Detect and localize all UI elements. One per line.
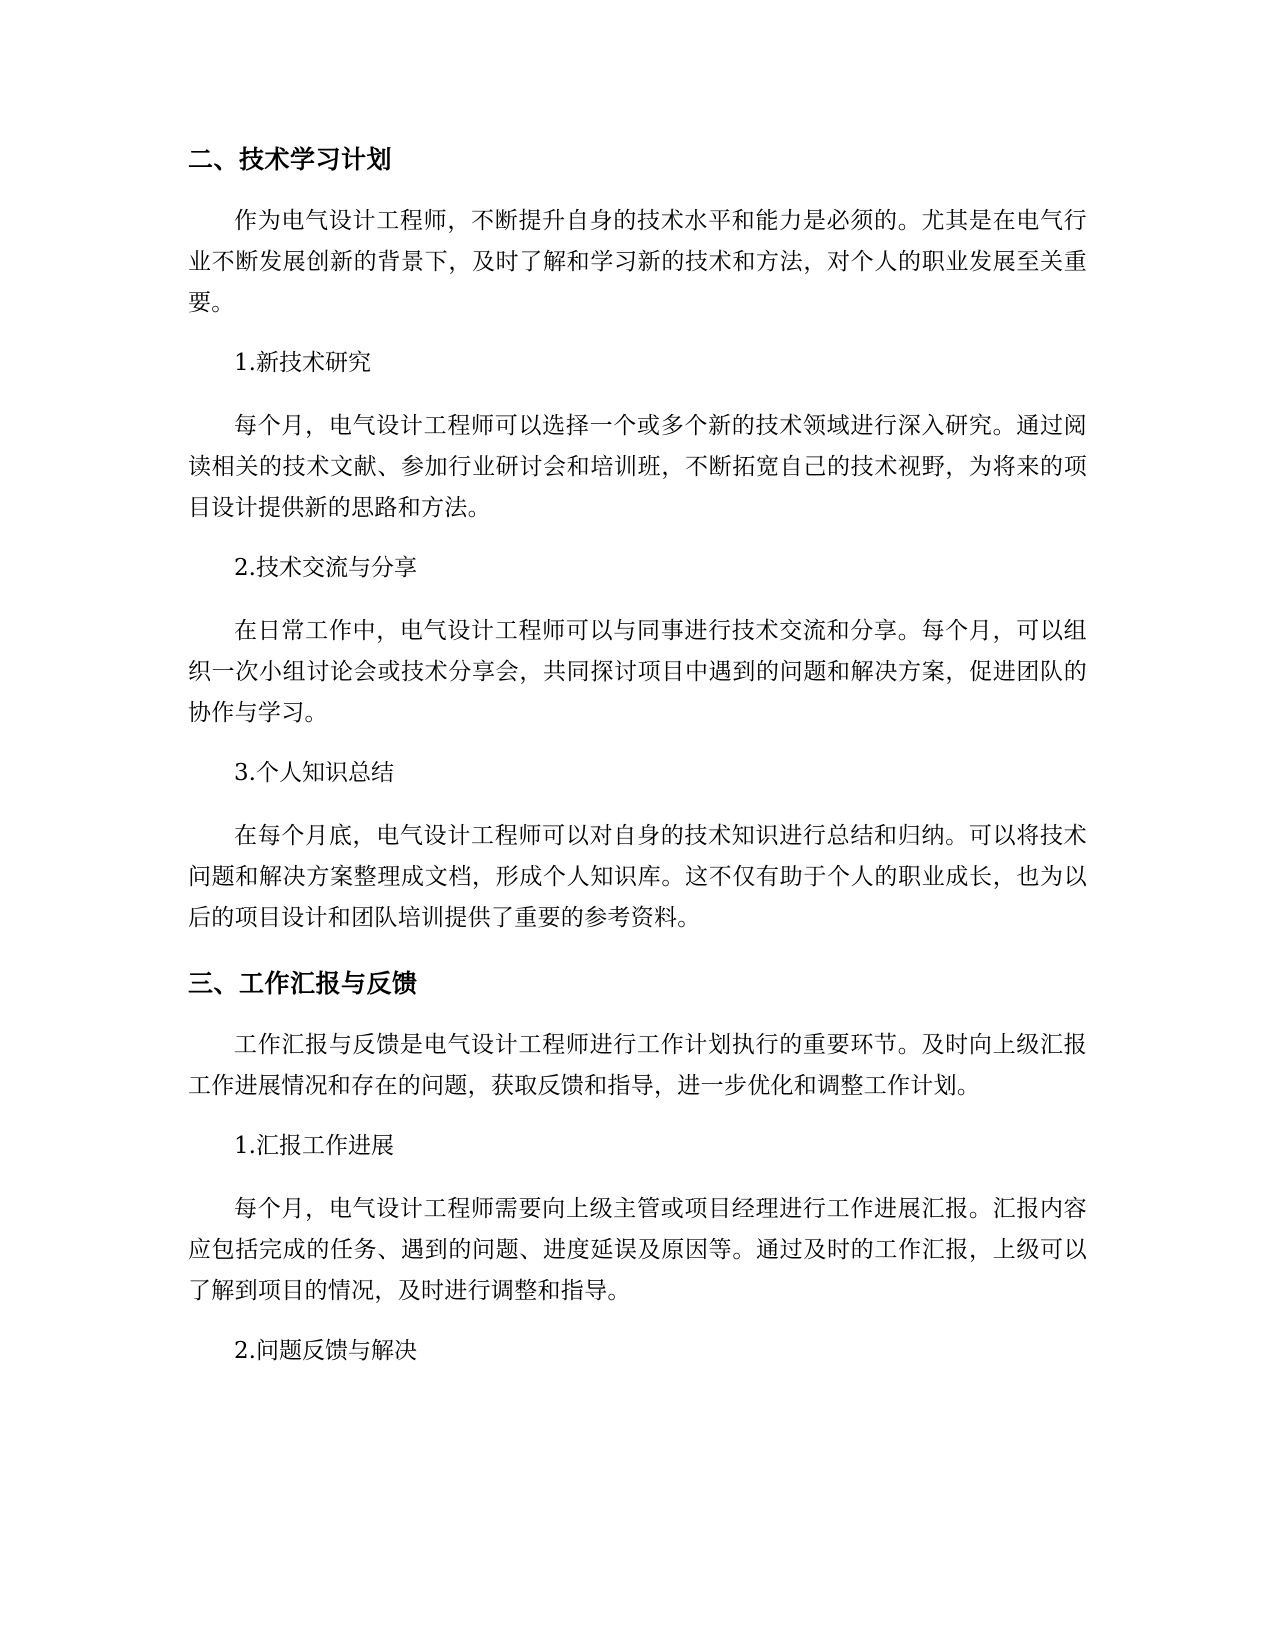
subheading-problem-feedback: 2.问题反馈与解决	[234, 1338, 417, 1364]
paragraph-tech-exchange: 在日常工作中，电气设计工程师可以与同事进行技术交流和分享。每个月，可以组织一次小组讨论会或技术分享会，共同探讨项目中遇到的问题和解决方案，促进团队的协作与学习。	[188, 618, 1087, 726]
subheading-knowledge-summary: 3.个人知识总结	[234, 760, 394, 786]
section-heading-tech-learning: 二、技术学习计划	[188, 145, 393, 174]
paragraph-report-progress: 每个月，电气设计工程师需要向上级主管或项目经理进行工作进展汇报。汇报内容应包括完成的任务、遇到的问题、进度延误及原因等。通过及时的工作汇报，上级可以了解到项目的情况，及时进行调整和指导。	[188, 1196, 1087, 1304]
subheading-tech-exchange: 2.技术交流与分享	[234, 555, 417, 581]
subheading-new-tech-research: 1.新技术研究	[234, 350, 371, 376]
section-heading-work-report: 三、工作汇报与反馈	[188, 969, 418, 998]
section-intro-tech-learning: 作为电气设计工程师，不断提升自身的技术水平和能力是必须的。尤其是在电气行业不断发展创新的背景下，及时了解和学习新的技术和方法，对个人的职业发展至关重要。	[188, 208, 1087, 316]
paragraph-new-tech-research: 每个月，电气设计工程师可以选择一个或多个新的技术领域进行深入研究。通过阅读相关的技术文献、参加行业研讨会和培训班，不断拓宽自己的技术视野，为将来的项目设计提供新的思路和方法。	[188, 413, 1087, 521]
paragraph-knowledge-summary: 在每个月底，电气设计工程师可以对自身的技术知识进行总结和归纳。可以将技术问题和解决方案整理成文档，形成个人知识库。这不仅有助于个人的职业成长，也为以后的项目设计和团队培训提供了重要的参考资料。	[188, 823, 1087, 931]
section-intro-work-report: 工作汇报与反馈是电气设计工程师进行工作计划执行的重要环节。及时向上级汇报工作进展情况和存在的问题，获取反馈和指导，进一步优化和调整工作计划。	[188, 1032, 1087, 1099]
subheading-report-progress: 1.汇报工作进展	[234, 1133, 394, 1159]
